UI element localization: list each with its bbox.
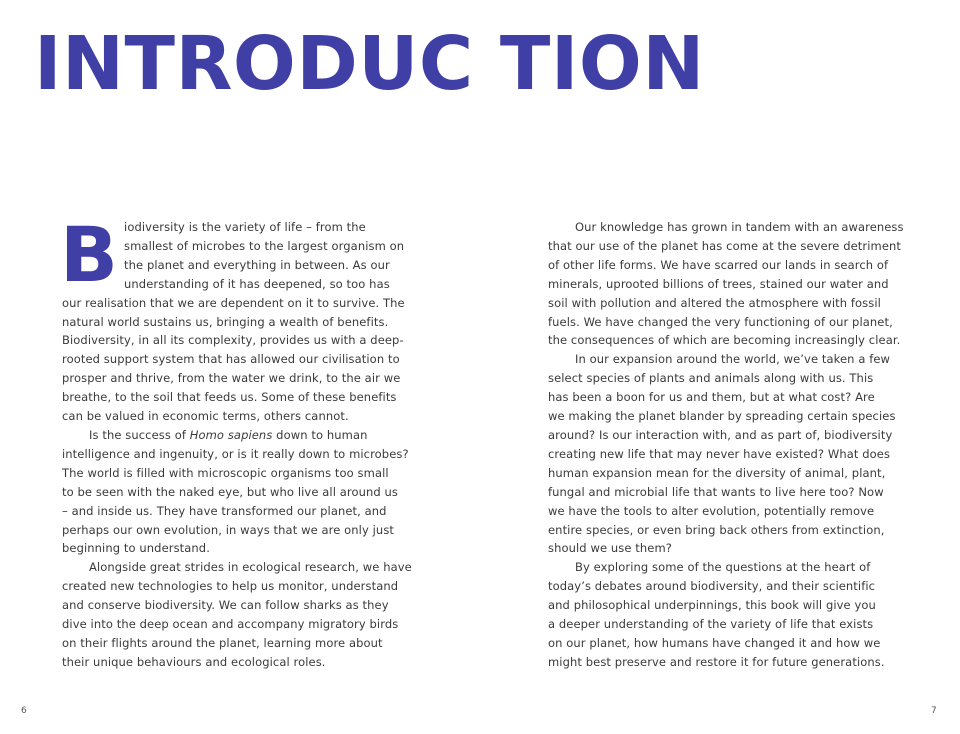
text-fragment: down to human xyxy=(272,427,368,442)
text-line: Biodiversity, in all its complexity, provides us with a deep- xyxy=(62,333,404,348)
text-line: rooted support system that has allowed our civilisation to xyxy=(62,352,400,367)
text-line: natural world sustains us, bringing a wealth of benefits. xyxy=(62,314,389,329)
text-fragment: Is the success of xyxy=(89,427,190,442)
text-line: select species of plants and animals along with us. This xyxy=(548,371,874,386)
paragraph-3 xyxy=(62,558,414,671)
text-line: the consequences of which are becoming increasingly clear. xyxy=(548,333,901,348)
text-line: and philosophical underpinnings, this book will give you xyxy=(548,598,876,613)
text-line: to be seen with the naked eye, but who live all around us xyxy=(62,484,399,499)
text-line: beginning to understand. xyxy=(62,541,210,556)
text-line: their unique behaviours and ecological roles. xyxy=(62,654,326,669)
right-column xyxy=(548,218,904,672)
text-line: prosper and thrive, from the water we drink, to the air we xyxy=(62,371,401,386)
text-line: human expansion mean for the diversity of animal, plant, xyxy=(548,465,886,480)
text-line: dive into the deep ocean and accompany migratory birds xyxy=(62,617,399,632)
text-line: entire species, or even bring back others from extinction, xyxy=(548,522,885,537)
text-line: we have the tools to alter evolution, potentially remove xyxy=(548,503,875,518)
text-line: understanding of it has deepened, so too has xyxy=(124,276,390,291)
page-number-left: 6 xyxy=(21,706,27,716)
left-column xyxy=(60,210,414,672)
text-line: By exploring some of the questions at the heart of xyxy=(575,560,871,575)
text-line: intelligence and ingenuity, or is it really down to microbes? xyxy=(62,446,409,461)
paragraph-4 xyxy=(548,218,904,350)
text-line: a deeper understanding of the variety of life that exists xyxy=(548,617,874,632)
text-line: should we use them? xyxy=(548,541,672,556)
text-line: perhaps our own evolution, in ways that we are only just xyxy=(62,522,395,537)
text-line: fungal and microbial life that wants to live here too? Now xyxy=(548,484,884,499)
paragraph-1 xyxy=(60,210,414,426)
text-line: on their flights around the planet, learning more about xyxy=(62,635,383,650)
text-line xyxy=(62,426,414,445)
text-line: created new technologies to help us monitor, understand xyxy=(62,579,399,594)
italic-term: Homo sapiens xyxy=(189,427,273,442)
paragraph-6 xyxy=(548,558,900,671)
text-line: creating new life that may never have existed? What does xyxy=(548,446,891,461)
text-line: and conserve biodiversity. We can follow sharks as they xyxy=(62,598,389,613)
text-line: we making the planet blander by spreading certain species xyxy=(548,409,896,424)
text-line: on our planet, how humans have changed it and how we xyxy=(548,635,881,650)
text-line: Alongside great strides in ecological research, we have xyxy=(89,560,412,575)
paragraph-5 xyxy=(548,350,900,558)
text-line: the planet and everything in between. As our xyxy=(124,257,390,272)
text-line: around? Is our interaction with, and as part of, biodiversity xyxy=(548,427,893,442)
text-line: fuels. We have changed the very functioning of our planet, xyxy=(548,314,893,329)
text-line: Our knowledge has grown in tandem with an awareness xyxy=(575,220,904,234)
text-line: breathe, to the soil that feeds us. Some of these benefits xyxy=(62,390,397,405)
text-line: The world is filled with microscopic organisms too small xyxy=(62,465,389,480)
page-number-right: 7 xyxy=(931,706,937,716)
text-line: might best preserve and restore it for future generations. xyxy=(548,654,885,669)
text-line: smallest of microbes to the largest organism on xyxy=(124,238,405,253)
page-title: INTRODUC TION xyxy=(34,21,705,107)
text-line: minerals, uprooted billions of trees, stained our water and xyxy=(548,276,889,291)
paragraph-2 xyxy=(62,426,414,558)
text-line: of other life forms. We have scarred our lands in search of xyxy=(548,257,889,272)
drop-cap: B xyxy=(60,210,119,299)
text-line: In our expansion around the world, we’ve taken a few xyxy=(575,352,891,367)
text-line: has been a boon for us and them, but at what cost? Are xyxy=(548,390,875,405)
text-line: that our use of the planet has come at the severe detriment xyxy=(548,238,902,253)
text-line: – and inside us. They have transformed our planet, and xyxy=(62,503,387,518)
text-line: soil with pollution and altered the atmosphere with fossil xyxy=(548,295,881,310)
text-line: iodiversity is the variety of life – from the xyxy=(124,220,366,234)
text-line: our realisation that we are dependent on it to survive. The xyxy=(62,295,405,310)
text-line: today’s debates around biodiversity, and their scientific xyxy=(548,579,876,594)
text-line: can be valued in economic terms, others cannot. xyxy=(62,409,349,424)
